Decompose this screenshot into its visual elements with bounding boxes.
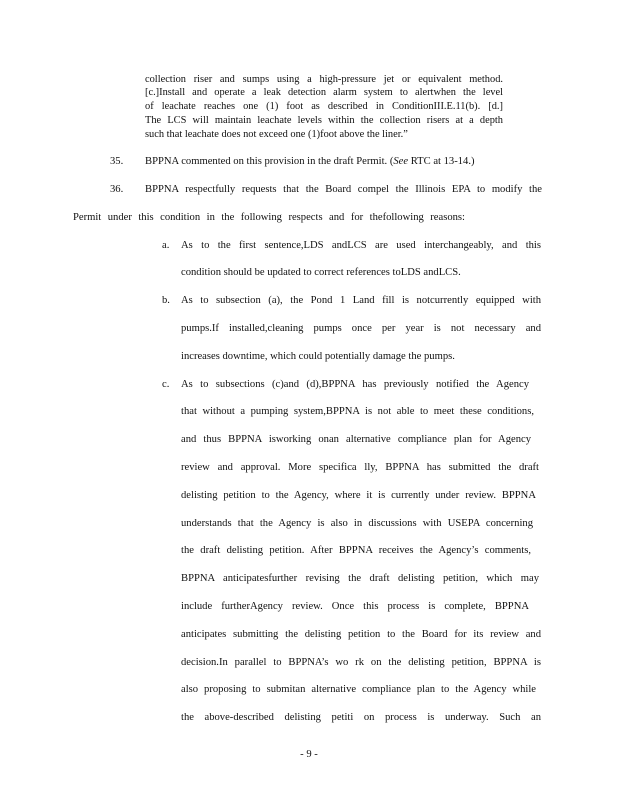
list-item-line: understands that the Agency is also in discussions with USEPA concerning: [181, 518, 533, 529]
list-letter: c.: [162, 379, 170, 390]
paragraph-36-line: Permit under this condition in the following respects and for thefollowing reasons:: [73, 212, 465, 223]
list-item-line: delisting petition to the Agency, where it is currently under review. BPPNA: [181, 490, 536, 501]
list-item-line: BPPNA anticipatesfurther revising the draft delisting petition, which may: [181, 573, 539, 584]
quote-line: such that leachate does not exceed one (1)foot above the liner.”: [145, 129, 408, 140]
quote-line: [c.]Install and operate a leak detection alarm system to alertwhen the level: [145, 87, 503, 98]
list-item-line: and thus BPPNA isworking onan alternative compliance plan for Agency: [181, 434, 531, 445]
list-item-line: the draft delisting petition. After BPPNA receives the Agency’s comments,: [181, 545, 531, 556]
list-letter: a.: [162, 240, 170, 251]
list-item-line: pumps.If installed,cleaning pumps once per year is not necessary and: [181, 323, 541, 334]
list-item-line: increases downtime, which could potentially damage the pumps.: [181, 351, 455, 362]
quote-line: collection riser and sumps using a high-pressure jet or equivalent method.: [145, 74, 503, 85]
list-item-line: include furtherAgency review. Once this process is complete, BPPNA: [181, 601, 529, 612]
list-item-line: the above-described delisting petiti on process is underway. Such an: [181, 712, 541, 723]
list-item-line: As to the first sentence,LDS andLCS are used interchangeably, and this: [181, 240, 541, 251]
paragraph-number: 35.: [110, 156, 124, 167]
quote-line: of leachate reaches one (1) foot as described in ConditionIII.E.11(b). [d.]: [145, 101, 503, 112]
list-letter: b.: [162, 295, 170, 306]
quote-line: The LCS will maintain leachate levels within the collection risers at a depth: [145, 115, 503, 126]
list-item-line: review and approval. More specifica lly, BPPNA has submitted the draft: [181, 462, 539, 473]
list-item-line: condition should be updated to correct references toLDS andLCS.: [181, 267, 461, 278]
paragraph-35-text: BPPNA commented on this provision in the draft Permit. (See RTC at 13-14.): [145, 156, 475, 167]
paragraph-36-line: BPPNA respectfully requests that the Board compel the Illinois EPA to modify the: [145, 184, 542, 195]
page-number: - 9 -: [300, 749, 318, 760]
list-item-line: anticipates submitting the delisting petition to the Board for its review and: [181, 629, 541, 640]
list-item-line: decision.In parallel to BPPNA’s wo rk on the delisting petition, BPPNA is: [181, 657, 541, 668]
list-item-line: As to subsections (c)and (d),BPPNA has previously notified the Agency: [181, 379, 529, 390]
list-item-line: also proposing to submitan alternative compliance plan to the Agency while: [181, 684, 536, 695]
paragraph-number: 36.: [110, 184, 124, 195]
see-signal: See: [393, 156, 409, 167]
list-item-line: that without a pumping system,BPPNA is not able to meet these conditions,: [181, 406, 534, 417]
list-item-line: As to subsection (a), the Pond 1 Land fill is notcurrently equipped with: [181, 295, 541, 306]
